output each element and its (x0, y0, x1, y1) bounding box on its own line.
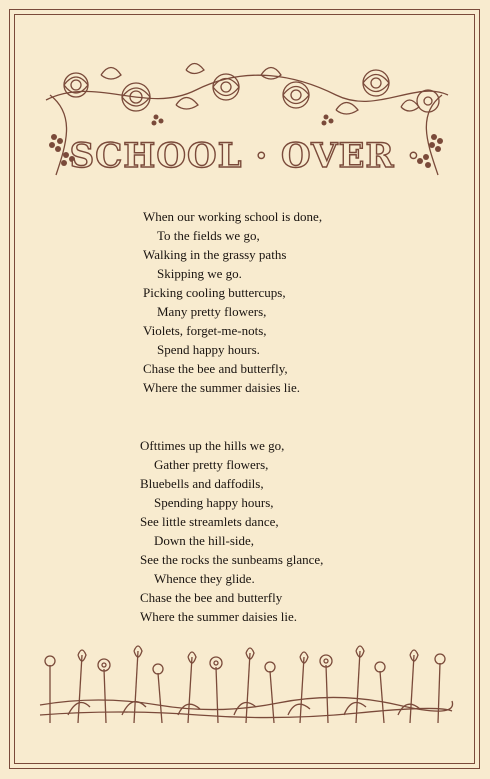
poem-line: Ofttimes up the hills we go, (140, 438, 285, 453)
poem-line: Violets, forget-me-nots, (143, 323, 267, 338)
stanza-1 (143, 207, 322, 397)
poem-line: See little streamlets dance, (140, 514, 279, 529)
poem-line: Many pretty flowers, (157, 304, 267, 319)
poem-line: Where the summer daisies lie. (143, 380, 301, 395)
poem-line: Gather pretty flowers, (154, 457, 269, 472)
poem-line: Spend happy hours. (157, 342, 260, 357)
poem-line: Walking in the grassy paths (143, 247, 287, 262)
poem-line: Picking cooling buttercups, (143, 285, 286, 300)
poem-line: Whence they glide. (154, 571, 255, 586)
poem-title: SCHOOL · OVER · (69, 136, 421, 176)
wildflower-border-bottom-icon (38, 645, 454, 725)
poem-line: Skipping we go. (157, 266, 242, 281)
stanza-2 (140, 436, 323, 626)
poem-line: Down the hill-side, (154, 533, 255, 548)
poem-line: Chase the bee and butterfly (140, 590, 283, 605)
poem-line: Spending happy hours, (154, 495, 274, 510)
poem-line: When our working school is done, (143, 209, 323, 224)
poem-line: Chase the bee and butterfly, (143, 361, 288, 376)
poem-line: Where the summer daisies lie. (140, 609, 298, 624)
poem-line: To the fields we go, (157, 228, 260, 243)
poem-line: Bluebells and daffodils, (140, 476, 264, 491)
poem-line: See the rocks the sunbeams glance, (140, 552, 324, 567)
